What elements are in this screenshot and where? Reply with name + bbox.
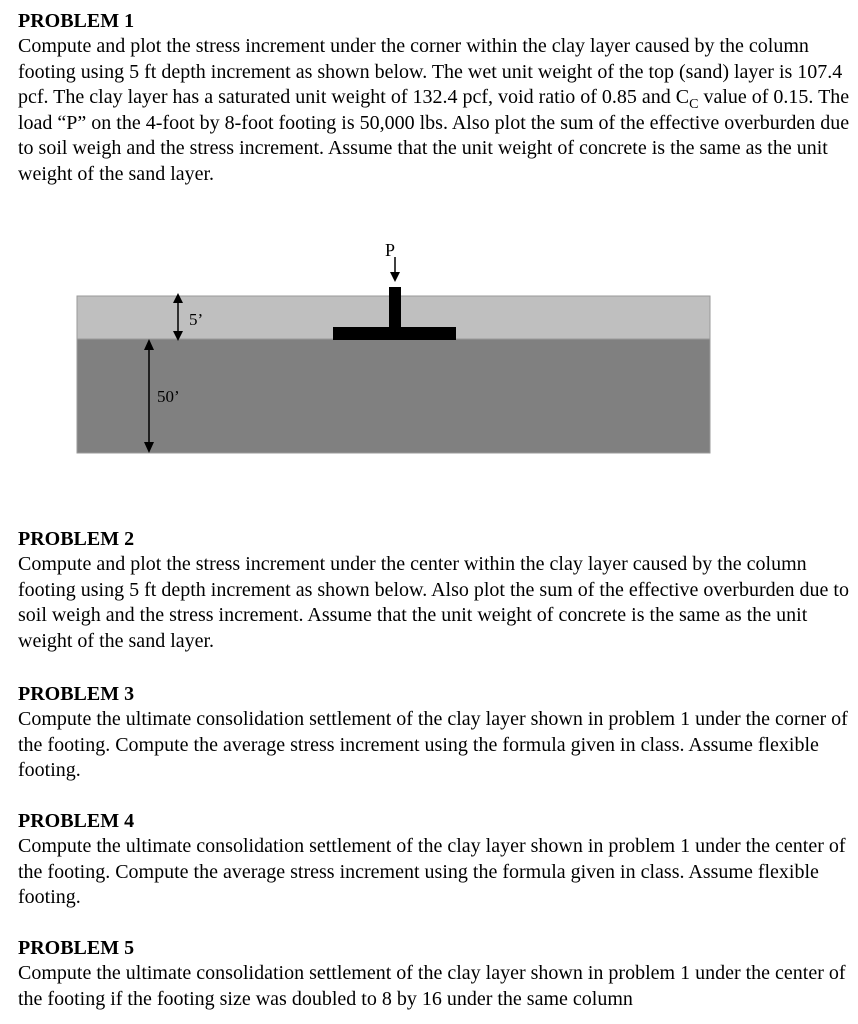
soil-profile-diagram: [0, 230, 858, 470]
problem-3: [18, 681, 850, 784]
load-label: P: [384, 240, 396, 260]
load-arrow-head: [390, 272, 400, 282]
problem-1: [18, 8, 850, 187]
soil-profile-svg: [0, 230, 858, 470]
problem-2-title: PROBLEM 2: [18, 528, 135, 550]
problem-1-text-part-2: value of 0.15. The load “P” on the 4-foot by 8-foot footing is 50,000 lbs. Also plot the sum of the effective overburden due to soil weigh and the stress increment. Assume that the unit weight of concrete is the same as the unit weight of the sand layer.: [18, 86, 850, 185]
problem-3-text: Compute the ultimate consolidation settlement of the clay layer shown in problem 1 under the corner of the footing. Compute the average stress increment using the formula given in class. Assume flexible footing.: [18, 708, 848, 781]
problem-1-subscript: C: [689, 97, 699, 112]
problem-2: [18, 526, 850, 654]
sand-thickness-label: 5’: [189, 310, 204, 329]
problem-3-title: PROBLEM 3: [18, 683, 135, 705]
footing-column: [389, 287, 401, 334]
problem-2-text: Compute and plot the stress increment under the center within the clay layer caused by the column footing using 5 ft depth increment as shown below. Also plot the sum of the effective overburden due to soil weigh and the stress increment. Assume that the unit weight of concrete is the same as the unit weight of the sand layer.: [18, 553, 849, 652]
clay-thickness-label: 50’: [157, 387, 180, 406]
problem-5: [18, 935, 850, 1012]
problem-1-title: PROBLEM 1: [18, 10, 135, 32]
problem-4: [18, 808, 850, 911]
footing-base: [333, 327, 456, 340]
problem-1-text-part-1: Compute and plot the stress increment under the corner within the clay layer caused by the column footing using 5 ft depth increment as shown below. The wet unit weight of the top (sand) layer is 107.4 pcf. The clay layer has a saturated unit weight of 132.4 pcf, void ratio of 0.85 and C: [18, 35, 843, 108]
problem-1-text: [18, 34, 850, 187]
problem-5-text: Compute the ultimate consolidation settlement of the clay layer shown in problem 1 under the center of the footing if the footing size was doubled to 8 by 16 under the same column: [18, 962, 846, 1010]
problem-5-title: PROBLEM 5: [18, 937, 135, 959]
problem-4-text: Compute the ultimate consolidation settlement of the clay layer shown in problem 1 under the center of the footing. Compute the average stress increment using the formula given in class. Assume flexible footing.: [18, 835, 846, 908]
problem-4-title: PROBLEM 4: [18, 810, 135, 832]
